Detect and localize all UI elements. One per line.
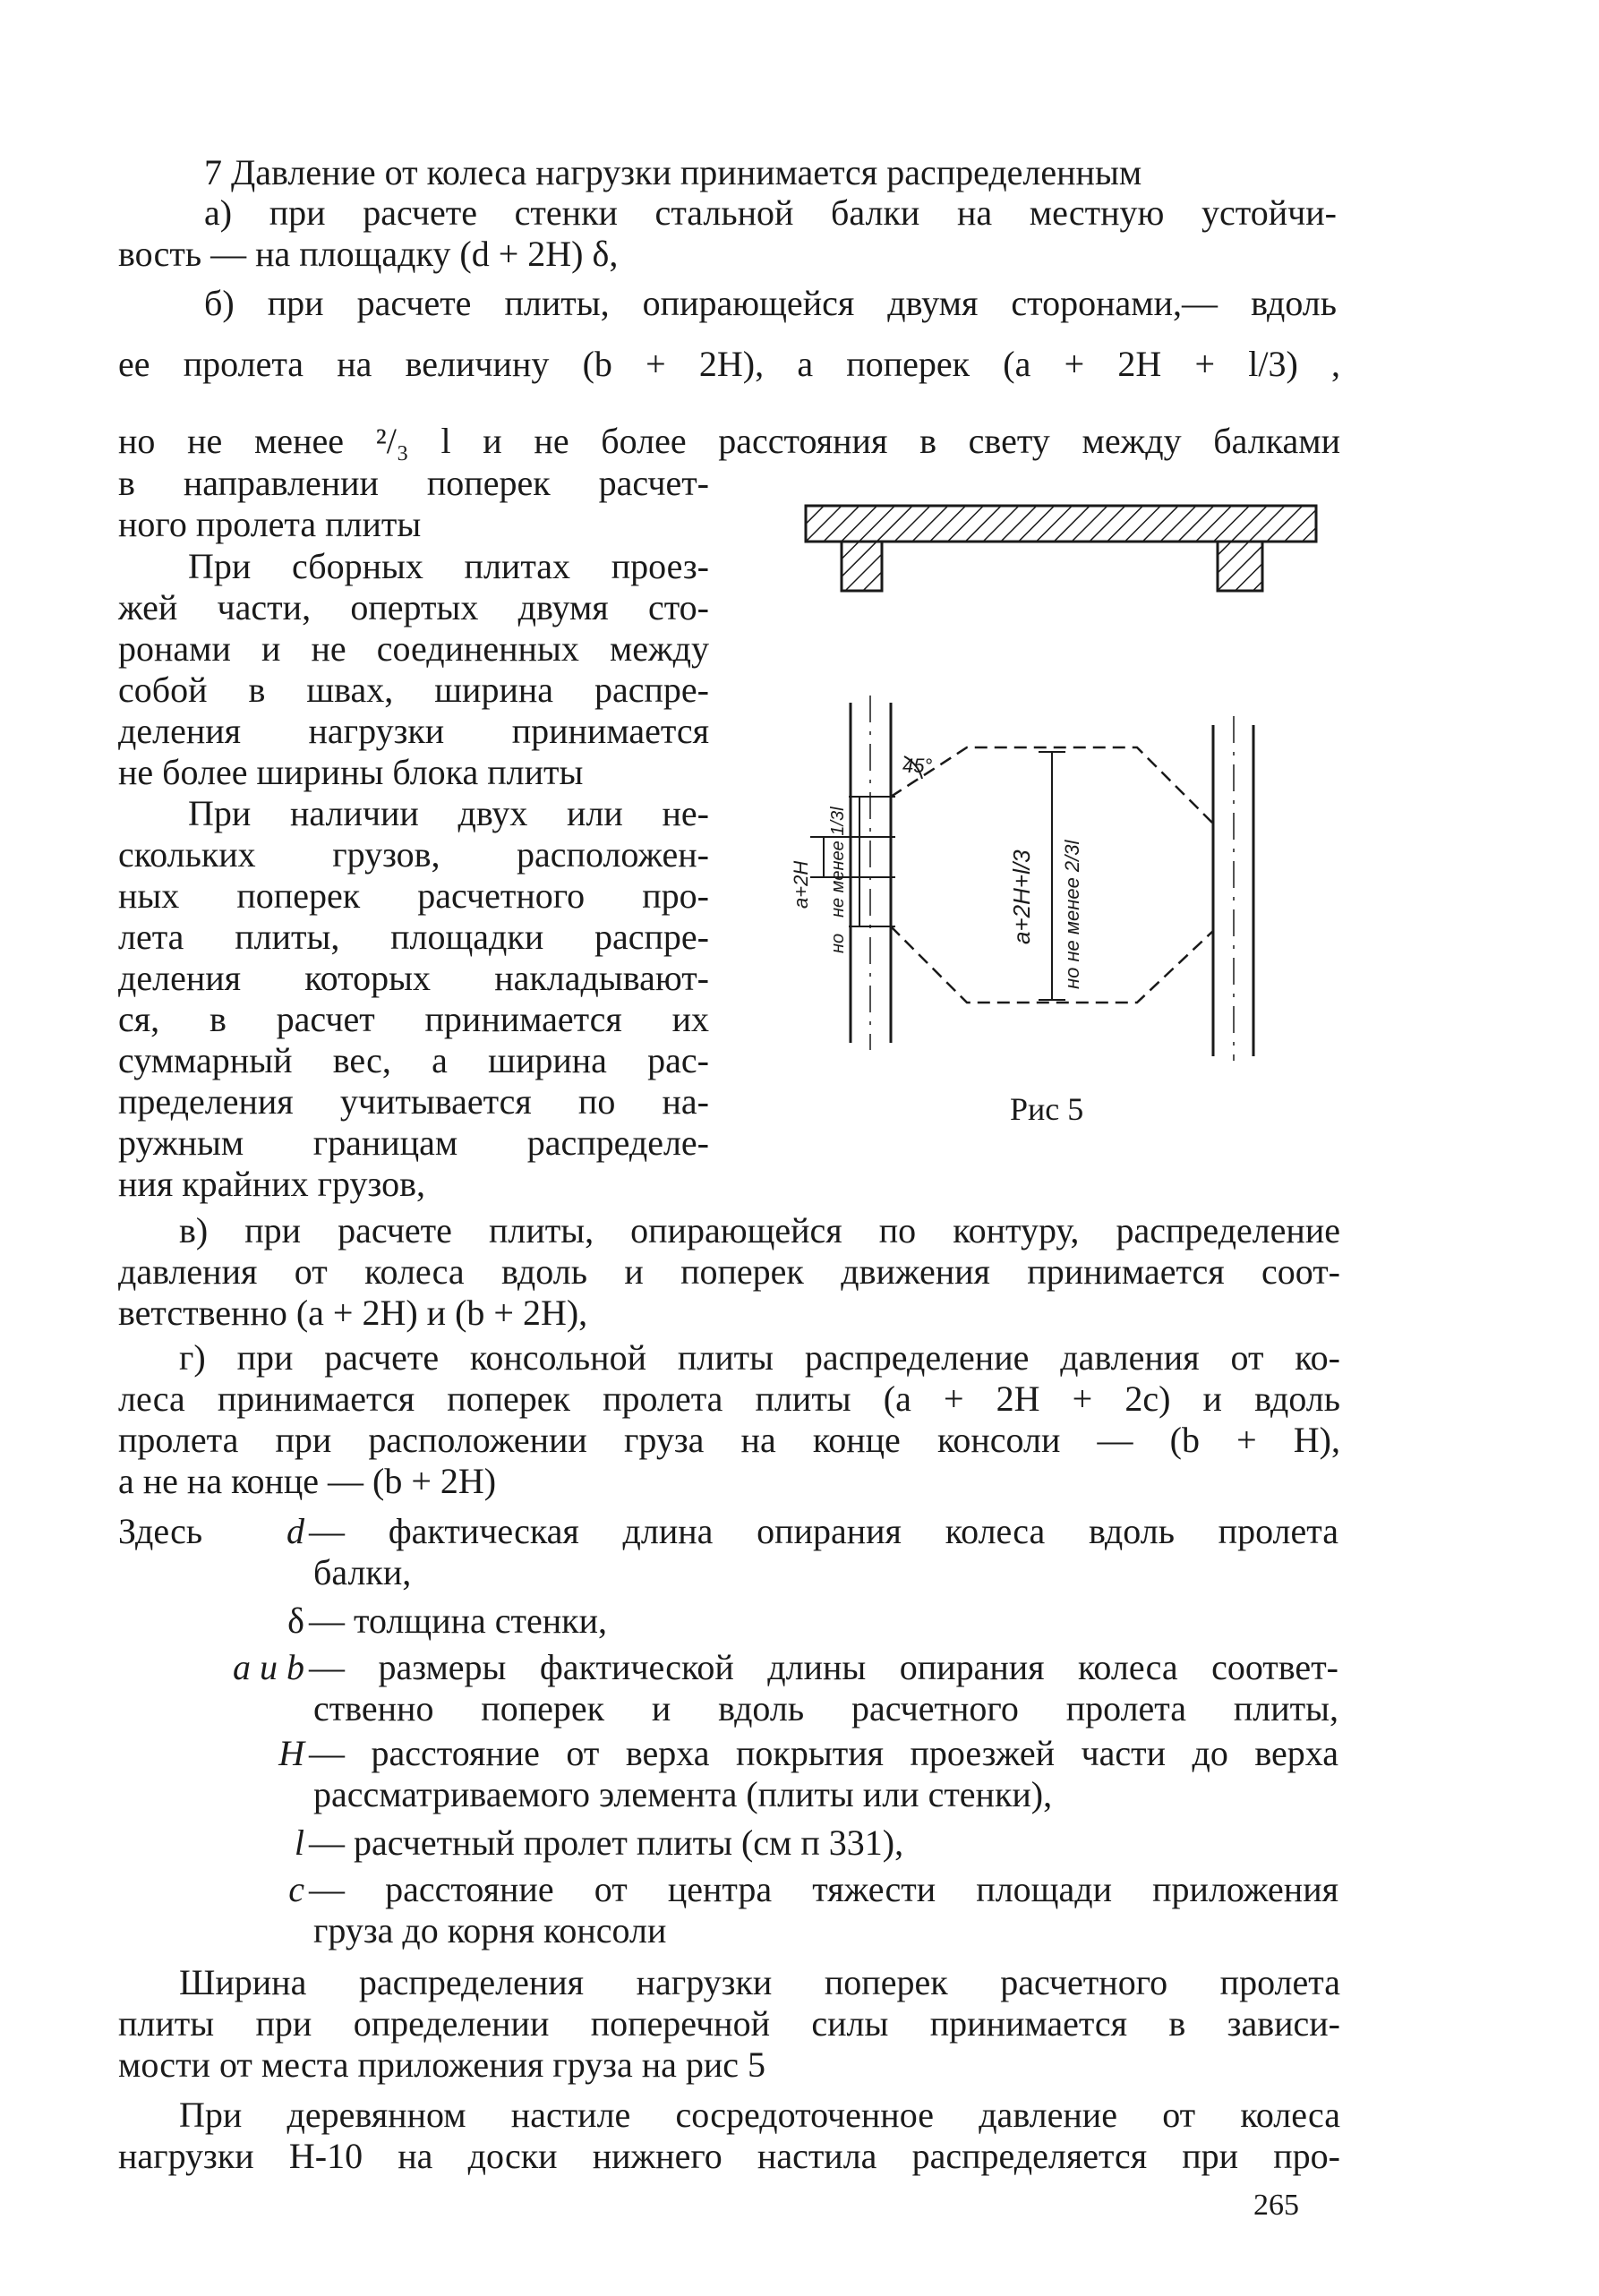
center-dim-label: a+2H+l/3	[1008, 849, 1035, 944]
figure-caption: Рис 5	[1010, 1091, 1084, 1127]
prefab-line4: собой в швах, ширина распре-	[118, 670, 709, 710]
def-term-H: H	[278, 1733, 304, 1773]
item7-b-line2: ее пролета на величину (b + 2H), а поперек (a + 2H + l/3) ,	[118, 344, 1340, 384]
figure-5-diagram	[770, 488, 1343, 1088]
left-dim-inner-label: не менее 1/3l	[828, 807, 848, 918]
left-dim-outer-label: a+2H	[790, 860, 812, 909]
item7-d-line4: а не на конце — (b + 2H)	[118, 1461, 497, 1501]
def-d-line2: балки,	[313, 1552, 412, 1592]
item7-b-line1: б) при расчете плиты, опирающейся двумя сторонами,— вдоль	[204, 283, 1337, 323]
item7-d-line1: г) при расчете консольной плиты распределение давления от ко-	[179, 1337, 1340, 1378]
item7-b-cont-line2: ного пролета плиты	[118, 504, 422, 544]
item7-d-line3: пролета при расположении груза на конце консоли — (b + H),	[118, 1420, 1340, 1460]
def-c-line2: груза до корня консоли	[313, 1910, 667, 1950]
item7-title: 7 Давление от колеса нагрузки принимается распределенным	[204, 152, 1142, 192]
width-para-line2: плиты при определении поперечной силы принимается в зависи-	[118, 2003, 1340, 2044]
multi-line7: суммарный вес, а ширина рас-	[118, 1040, 709, 1080]
def-term-ab: a и b	[233, 1647, 304, 1687]
item7-a-line2: вость — на площадку (d + 2H) δ,	[118, 234, 619, 274]
page-number: 265	[1253, 2189, 1299, 2222]
multi-line2: скольких грузов, расположен-	[118, 834, 709, 875]
left-dim-prefix-label: но	[828, 933, 848, 953]
slab-cross-section	[806, 506, 1316, 591]
prefab-line2: жей части, опертых двумя сто-	[118, 587, 709, 627]
width-para-line1: Ширина распределения нагрузки поперек расчетного пролета	[179, 1962, 1340, 2002]
width-para-line3: мости от места приложения груза на рис 5	[118, 2044, 766, 2085]
def-term-d: d	[286, 1511, 304, 1551]
prefab-line3: ронами и не соединенных между	[118, 628, 709, 669]
item7-c-line2: давления от колеса вдоль и поперек движения принимается соот-	[118, 1251, 1340, 1292]
def-H-line1: — расстояние от верха покрытия проезжей части до верха	[309, 1733, 1338, 1773]
multi-line1: При наличии двух или не-	[188, 793, 709, 833]
def-c-line1: — расстояние от центра тяжести площади приложения	[309, 1869, 1338, 1909]
def-term-delta: δ	[287, 1600, 304, 1641]
def-ab-line2: ственно поперек и вдоль расчетного пролета плиты,	[313, 1688, 1338, 1728]
multi-line6: ся, в расчет принимается их	[118, 999, 709, 1039]
multi-line8: пределения учитывается по на-	[118, 1081, 709, 1122]
center-dim-inner-label: но не менее 2/3l	[1061, 840, 1083, 989]
multi-line9: ружным границам распределе-	[118, 1122, 709, 1163]
multi-line5: деления которых накладывают-	[118, 958, 709, 998]
item7-d-line2: леса принимается поперек пролета плиты (a + 2H + 2c) и вдоль	[118, 1378, 1340, 1419]
prefab-line1: При сборных плитах проез-	[188, 546, 709, 586]
wood-para-line1: При деревянном настиле сосредоточенное давление от колеса	[179, 2095, 1340, 2135]
item7-c-line1: в) при расчете плиты, опирающейся по контуру, распределение	[179, 1210, 1340, 1250]
def-term-c: c	[288, 1869, 304, 1909]
def-term-l: l	[294, 1822, 304, 1863]
prefab-line5: деления нагрузки принимается	[118, 711, 709, 751]
item7-a-line1: а) при расчете стенки стальной балки на местную устойчи-	[204, 192, 1337, 233]
def-ab-line1: — размеры фактической длины опирания колеса соответ-	[309, 1647, 1338, 1687]
multi-line10: ния крайних грузов,	[118, 1164, 425, 1204]
definitions-intro: Здесь	[118, 1511, 203, 1551]
item7-c-line3: ветственно (a + 2H) и (b + 2H),	[118, 1293, 588, 1333]
multi-line4: лета плиты, площадки распре-	[118, 917, 709, 957]
wood-para-line2: нагрузки Н-10 на доски нижнего настила распределяется при про-	[118, 2136, 1340, 2176]
angle-label: 45°	[902, 755, 933, 777]
prefab-line6: не более ширины блока плиты	[118, 752, 584, 792]
def-H-line2: рассматриваемого элемента (плиты или стенки),	[313, 1774, 1053, 1814]
item7-b-cont-line1: в направлении поперек расчет-	[118, 463, 709, 503]
def-delta-line1: — толщина стенки,	[309, 1600, 607, 1641]
def-l-line1: — расчетный пролет плиты (см п 331),	[309, 1822, 904, 1863]
def-d-line1: — фактическая длина опирания колеса вдоль пролета	[309, 1511, 1338, 1551]
item7-b-line3: но не менее ²/₃ l и не более расстояния в свету между балками	[118, 421, 1340, 461]
multi-line3: ных поперек расчетного про-	[118, 875, 709, 916]
